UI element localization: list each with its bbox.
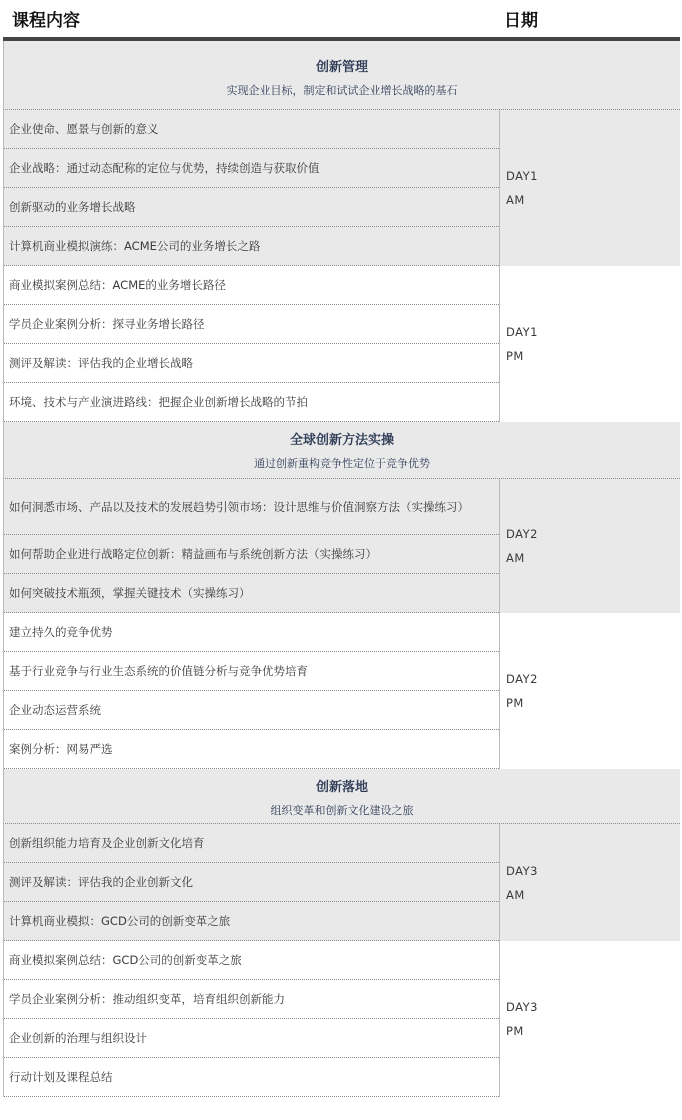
period-label: PM [506, 1024, 524, 1038]
topic-list [4, 479, 500, 613]
topic-item: 学员企业案例分析：探寻业务增长路径 [4, 305, 499, 344]
session-group [3, 941, 680, 1097]
section-title: 全球创新方法实操 [289, 433, 394, 448]
topic-item: 如何帮助企业进行战略定位创新：精益画布与系统创新方法（实操练习） [4, 535, 499, 574]
day-label: DAY3 [506, 1000, 538, 1014]
day-cell [500, 613, 680, 769]
topic-item: 企业使命、愿景与创新的意义 [4, 110, 499, 149]
topic-list [4, 613, 500, 769]
topic-item: 企业创新的治理与组织设计 [4, 1019, 499, 1058]
topic-item: 测评及解读：评估我的企业增长战略 [4, 344, 499, 383]
topic-item: 建立持久的竞争优势 [4, 613, 499, 652]
session-group [3, 613, 680, 769]
section-header [3, 769, 680, 824]
topic-list [4, 110, 500, 266]
topic-item: 企业战略：通过动态配称的定位与优势，持续创造与获取价值 [4, 149, 499, 188]
topic-item: 创新组织能力培育及企业创新文化培育 [4, 824, 499, 863]
topic-item: 案例分析：网易严选 [4, 730, 499, 769]
day-label: DAY2 [506, 672, 538, 686]
table-header [0, 0, 682, 38]
day-cell [500, 941, 680, 1097]
session-group [3, 266, 680, 422]
topic-item: 企业动态运营系统 [4, 691, 499, 730]
topic-item: 计算机商业模拟演练：ACME公司的业务增长之路 [4, 227, 499, 266]
session-group [3, 824, 680, 941]
topic-item: 学员企业案例分析：推动组织变革，培育组织创新能力 [4, 980, 499, 1019]
schedule-table [3, 37, 680, 1097]
topic-item: 创新驱动的业务增长战略 [4, 188, 499, 227]
day-cell [500, 110, 680, 266]
topic-list [4, 824, 500, 941]
period-label: AM [506, 887, 525, 902]
day-label: DAY1 [506, 325, 538, 339]
session-group [3, 110, 680, 266]
day-label: DAY3 [506, 863, 538, 878]
session-group [3, 479, 680, 613]
period-label: AM [506, 193, 525, 207]
section-subtitle: 组织变革和创新文化建设之旅 [270, 804, 414, 817]
topic-item: 如何突破技术瓶颈，掌握关键技术（实操练习） [4, 574, 499, 613]
topic-item: 商业模拟案例总结：ACME的业务增长路径 [4, 266, 499, 305]
topic-item: 测评及解读：评估我的企业创新文化 [4, 863, 499, 902]
topic-item: 计算机商业模拟：GCD公司的创新变革之旅 [4, 902, 499, 941]
day-label: DAY1 [506, 169, 538, 183]
day-cell [500, 479, 680, 613]
section-subtitle: 通过创新重构竞争性定位于竞争优势 [254, 457, 430, 470]
section-title: 创新管理 [315, 60, 368, 75]
topic-item: 行动计划及课程总结 [4, 1058, 499, 1097]
day-label: DAY2 [506, 527, 538, 541]
topic-item: 商业模拟案例总结：GCD公司的创新变革之旅 [4, 941, 499, 980]
course-content-header: 课程内容 [12, 11, 80, 31]
topic-list [4, 266, 500, 422]
day-cell [500, 266, 680, 422]
topic-list [4, 941, 500, 1097]
period-label: PM [506, 349, 524, 363]
period-label: PM [506, 696, 524, 710]
period-label: AM [506, 551, 525, 565]
topic-item: 基于行业竞争与行业生态系统的价值链分析与竞争优势培育 [4, 652, 499, 691]
section-header [3, 41, 680, 110]
day-cell [500, 824, 680, 941]
section-title: 创新落地 [315, 780, 368, 795]
section-header [3, 422, 680, 479]
topic-item: 如何洞悉市场、产品以及技术的发展趋势引领市场：设计思维与价值洞察方法（实操练习） [4, 479, 499, 535]
topic-item: 环境、技术与产业演进路线：把握企业创新增长战略的节拍 [4, 383, 499, 422]
date-header: 日期 [504, 11, 538, 31]
section-subtitle: 实现企业目标，制定和试试企业增长战略的基石 [226, 84, 458, 97]
